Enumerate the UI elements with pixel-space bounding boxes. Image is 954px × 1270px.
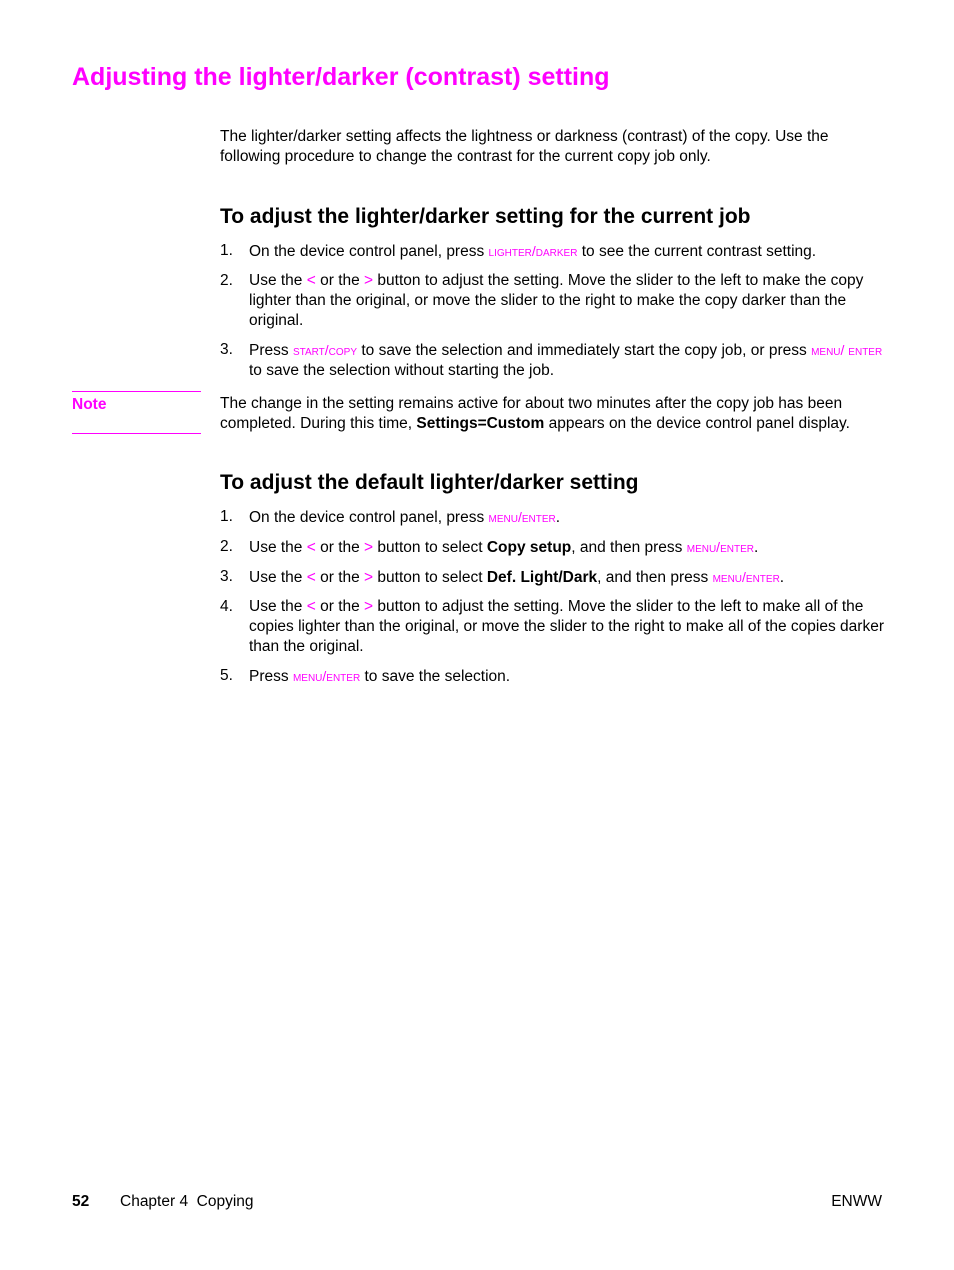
footer-chapter: Chapter 4 Copying — [120, 1193, 254, 1210]
footer-page-number: 52 — [72, 1193, 90, 1210]
footer-edition: ENWW — [831, 1193, 882, 1210]
note-rule-top — [72, 391, 201, 392]
key-menu-enter: menu/enter — [712, 569, 780, 585]
list-item: 1. On the device control panel, press menu/enter. — [220, 508, 561, 526]
intro-paragraph: The lighter/darker setting affects the lightness or darkness (contrast) of the copy. Use the following procedure to change the contrast for the current copy job only. — [220, 128, 829, 165]
key-start-copy: start/copy — [292, 342, 358, 358]
key-right-arrow: > — [364, 569, 374, 586]
note-rule-bottom — [72, 433, 201, 434]
key-menu-enter: menu/ enter — [811, 342, 883, 358]
key-left-arrow: < — [306, 272, 316, 289]
key-left-arrow: < — [306, 539, 316, 556]
key-menu-enter: menu/enter — [488, 509, 556, 525]
section2-heading: To adjust the default lighter/darker setting — [220, 471, 639, 494]
list-item: 3. Press start/copy to save the selection and immediately start the copy job, or press menu/ enter to save the selection without starting the job. — [220, 341, 883, 379]
list-item: 5. Press menu/enter to save the selection. — [220, 667, 511, 685]
key-right-arrow: > — [364, 539, 374, 556]
list-item: 2. Use the < or the > button to select Copy setup, and then press menu/enter. — [220, 538, 759, 556]
page-title: Adjusting the lighter/darker (contrast) setting — [72, 63, 610, 91]
key-left-arrow: < — [306, 569, 316, 586]
key-menu-enter: menu/enter — [686, 539, 754, 555]
section1-steps — [220, 241, 885, 381]
key-menu-enter: menu/enter — [292, 668, 361, 684]
key-right-arrow: > — [364, 272, 374, 289]
section2-steps — [220, 507, 885, 687]
list-item: 3. Use the < or the > button to select Def. Light/Dark, and then press menu/enter. — [220, 568, 785, 586]
note-label: Note — [72, 396, 107, 413]
key-left-arrow: < — [306, 598, 316, 615]
note-text: The change in the setting remains active for about two minutes after the copy job has been completed. During this time, Settings=Custom appears on the device control panel display. — [220, 395, 850, 432]
key-right-arrow: > — [364, 598, 374, 615]
key-lighter-darker: lighter/darker — [488, 243, 578, 259]
list-item: 2. Use the < or the > button to adjust the setting. Move the slider to the left to make the copy lighter than the original, or move the slider to the right to make the copy darker than the original. — [220, 272, 864, 329]
list-item: 1. On the device control panel, press lighter/darker to see the current contrast setting. — [220, 242, 817, 260]
section1-heading: To adjust the lighter/darker setting for the current job — [220, 205, 751, 228]
list-item: 4. Use the < or the > button to adjust the setting. Move the slider to the left to make all of the copies lighter than the original, or move the slider to the right to make all of the copies darker than the original. — [220, 598, 884, 655]
